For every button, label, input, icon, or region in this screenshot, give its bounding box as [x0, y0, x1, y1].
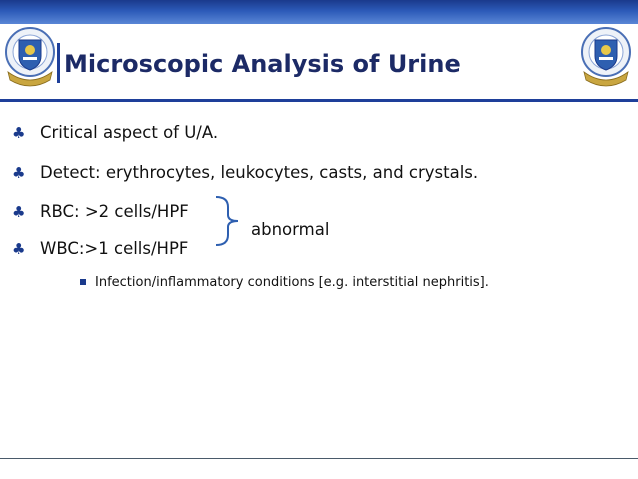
university-crest-logo-right — [578, 26, 634, 94]
bullet-item — [12, 160, 478, 186]
bullet-item — [12, 120, 218, 146]
bullet-item — [12, 236, 188, 262]
bullet-item — [12, 199, 189, 225]
bullet-text: WBC:>1 cells/HPF — [40, 239, 189, 258]
brace-label: abnormal — [251, 220, 330, 239]
right-brace-icon — [210, 195, 250, 247]
club-icon: ♣ — [12, 240, 26, 258]
bullet-text: Detect: erythrocytes, leukocytes, casts, and crystals. — [40, 163, 479, 182]
square-bullet-icon — [80, 279, 86, 285]
club-icon: ♣ — [12, 164, 26, 182]
footer-rule — [0, 458, 638, 459]
header-band — [0, 0, 638, 24]
club-icon: ♣ — [12, 203, 26, 221]
sub-bullet-item — [80, 272, 489, 294]
bullet-text: Critical aspect of U/A. — [40, 123, 219, 142]
club-icon: ♣ — [12, 124, 26, 142]
title-underline — [0, 99, 638, 102]
sub-bullet-text: Infection/inflammatory conditions [e.g. interstitial nephritis]. — [95, 275, 489, 290]
university-crest-logo — [2, 26, 58, 94]
bullet-text: RBC: >2 cells/HPF — [40, 202, 189, 221]
slide-title: Microscopic Analysis of Urine — [64, 50, 461, 78]
title-accent-bar — [57, 43, 60, 83]
